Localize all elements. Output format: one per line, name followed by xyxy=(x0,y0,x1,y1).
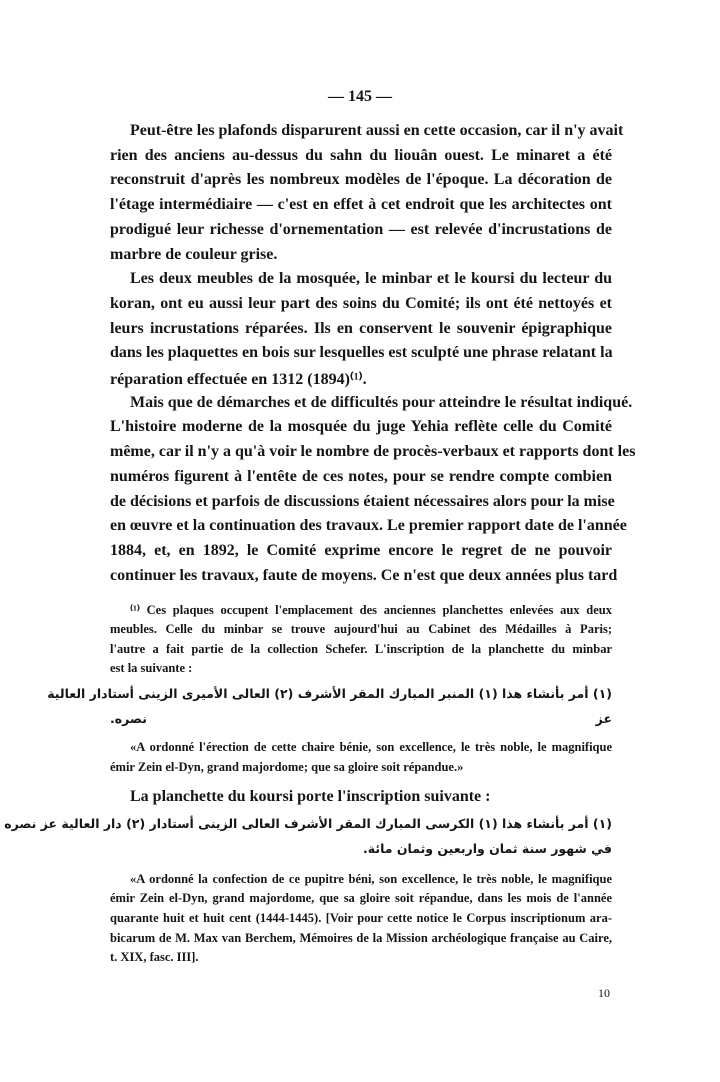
body-text-line: réparation effectuée en 1312 (1894)⁽¹⁾. xyxy=(110,371,367,388)
footnote-line: «A ordonné l'érection de cette chaire bénie, son excellence, le très noble, le magnifique xyxy=(130,740,612,754)
footnote-line: émir Zein el-Dyn, grand majordome; que sa gloire soit répandue.» xyxy=(110,760,464,774)
arabic-inscription-line: (١) أمر بأنشاء هذا (١) الكرسى المبارك المقر الأشرف العالى الزينى أستادار (٢) دار العالية عز نصره xyxy=(4,816,612,831)
body-text-line: continuer les travaux, faute de moyens. Ce n'est que deux années plus tard xyxy=(110,566,618,584)
body-text-line: koran, ont eu aussi leur part des soins du Comité; ils ont été nettoyés et xyxy=(110,294,612,312)
footnote-line: «A ordonné la confection de ce pupitre béni, son excellence, le très noble, le magnifique xyxy=(130,872,612,886)
body-text-line: même, car il n'y a qu'à voir le nombre de procès-verbaux et rapports dont les xyxy=(110,443,636,461)
signature-mark: 10 xyxy=(598,986,610,1000)
body-text-line: numéros figurent à l'entête de ces notes, pour se rendre compte combien xyxy=(110,467,612,485)
body-text-line: Mais que de démarches et de difficultés pour atteindre le résultat indiqué. xyxy=(130,393,633,411)
body-text-line: en œuvre et la continuation des travaux. Le premier rapport date de l'année xyxy=(110,517,627,535)
body-text-line: Peut-être les plafonds disparurent aussi en cette occasion, car il n'y avait xyxy=(130,122,624,139)
body-text-line: L'histoire moderne de la mosquée du juge Yehia reflète celle du Comité xyxy=(110,418,612,436)
arabic-inscription-line: عز نصره. xyxy=(110,711,612,726)
body-text-line: Les deux meubles de la mosquée, le minbar et le koursi du lecteur du xyxy=(130,270,612,288)
footnote-line: meubles. Celle du minbar se trouve aujourd'hui au Cabinet des Médailles à Paris; xyxy=(110,622,612,636)
footnote-line: l'autre a fait partie de la collection Schefer. L'inscription de la planchette du minbar xyxy=(110,642,612,656)
body-text-line: l'étage intermédiaire — c'est en effet à cet endroit que les architectes ont xyxy=(110,196,612,214)
body-text-line: prodigué leur richesse d'ornementation — est relevée d'incrustations de xyxy=(110,220,612,238)
arabic-inscription-line: (١) أمر بأنشاء هذا (١) المنبر المبارك المقر الأشرف (٢) العالى الأميرى الزينى أستادار العالية xyxy=(47,686,612,701)
body-text-line: La planchette du koursi porte l'inscription suivante : xyxy=(130,788,491,805)
body-text-line: de décisions et parfois de discussions étaient nécessaires alors pour la mise xyxy=(110,492,615,510)
body-text-line: leurs incrustations réparées. Ils en conservent le souvenir épigraphique xyxy=(110,319,612,337)
body-text-line: dans les plaquettes en bois sur lesquelles est sculpté une phrase relatant la xyxy=(110,344,613,362)
footnote-line: bicarum de M. Max van Berchem, Mémoires de la Mission archéologique française au Caire, xyxy=(110,931,612,945)
body-text-line: rien des anciens au-dessus du sahn du liouân ouest. Le minaret a été xyxy=(110,146,612,164)
arabic-inscription-line: في شهور سنة ثمان واربعين وثمان مائة. xyxy=(363,841,612,856)
footnote-line: quarante huit et huit cent (1444-1445). [Voir pour cette notice le Corpus inscriptionum ara- xyxy=(110,911,612,925)
body-text-line: reconstruit d'après les nombreux modèles de l'époque. La décoration de xyxy=(110,171,612,189)
body-text-line: 1884, et, en 1892, le Comité exprime encore le regret de ne pouvoir xyxy=(110,541,612,559)
footnote-line: ⁽¹⁾ Ces plaques occupent l'emplacement des anciennes planchettes enlevées aux deux xyxy=(130,603,612,617)
footnote-line: est la suivante : xyxy=(110,661,193,675)
footnote-line: émir Zein el-Dyn, grand majordome, que sa gloire soit répandue, dans les mois de l'année xyxy=(110,891,612,905)
body-text-line: marbre de couleur grise. xyxy=(110,245,278,263)
footnote-line: t. XIX, fasc. III]. xyxy=(110,950,199,964)
page-number: — 145 — xyxy=(328,88,392,105)
